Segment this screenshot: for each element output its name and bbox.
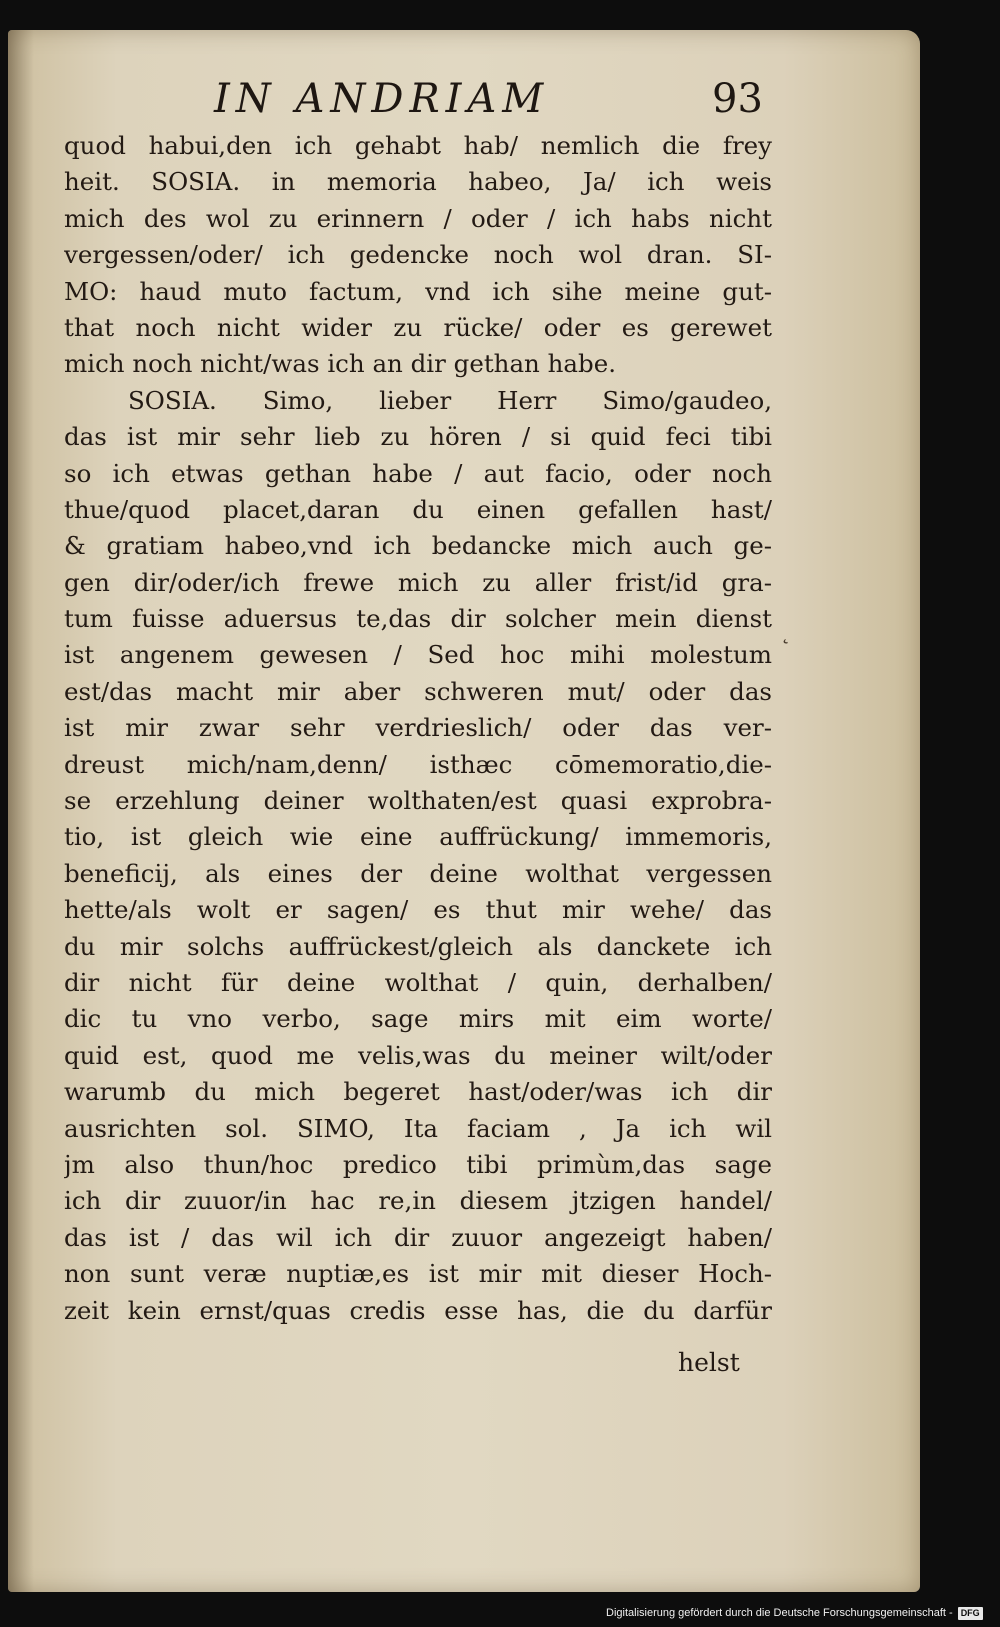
text-line: quod habui,den ich gehabt hab/ nemlich die frey — [64, 131, 772, 160]
text-line: so ich etwas gethan habe / aut facio, oder noch — [64, 458, 772, 488]
text-line: heit. SOSIA. in memoria habeo, Ja/ ich weis — [64, 167, 772, 197]
text-line: dreust mich/nam,denn/ isthæc cōmemoratio,die- — [64, 749, 772, 779]
digitization-footer — [606, 1605, 983, 1621]
text-line: MO: haud muto factum, vnd ich sihe meine gut- — [64, 276, 772, 306]
text-line: dir nicht für deine wolthat / quin, derhalben/ — [64, 967, 772, 997]
text-line: ausrichten sol. SIMO, Ita faciam , Ja ich wil — [64, 1113, 772, 1143]
body-text — [64, 128, 772, 1329]
text-line: se erzehlung deiner wolthaten/est quasi exprobra- — [64, 786, 772, 816]
text-line: est/das macht mir aber schweren mut/ oder das — [64, 676, 772, 706]
text-line: hette/als wolt er sagen/ es thut mir wehe/ das — [64, 895, 772, 925]
text-line: tum fuisse aduersus te,das dir solcher mein dienst — [64, 604, 772, 634]
text-line: thue/quod placet,daran du einen gefallen hast/ — [64, 494, 772, 524]
text-line: ist mir zwar sehr verdrieslich/ oder das ver- — [64, 713, 772, 743]
text-line: jm also thun/hoc predico tibi primùm,das sage — [64, 1149, 772, 1179]
dfg-logo: DFG — [958, 1607, 983, 1620]
text-line: mich des wol zu erinnern / oder / ich habs nicht — [64, 203, 772, 233]
text-line: vergessen/oder/ ich gedencke noch wol dran. SI- — [64, 240, 772, 270]
text-line: SOSIA. Simo, lieber Herr Simo/gaudeo, — [128, 385, 772, 415]
catchword: helst — [678, 1348, 740, 1377]
text-line: mich noch nicht/was ich an dir gethan habe. — [64, 349, 616, 379]
text-line: quid est, quod me velis,was du meiner wilt/oder — [64, 1040, 772, 1070]
running-title: IN ANDRIAM — [214, 76, 550, 122]
text-line: dic tu vno verbo, sage mirs mit eim worte/ — [64, 1004, 772, 1034]
text-line: gen dir/oder/ich frewe mich zu aller frist/id gra- — [64, 567, 772, 597]
page-header — [8, 76, 920, 136]
text-line: warumb du mich begeret hast/oder/was ich dir — [64, 1077, 772, 1107]
text-line: das ist / das wil ich dir zuuor angezeigt haben/ — [64, 1222, 772, 1252]
text-line: ist angenem gewesen / Sed hoc mihi molestum — [64, 640, 772, 670]
margin-mark: ˛ — [780, 620, 791, 645]
text-line: beneficij, als eines der deine wolthat vergessen — [64, 858, 772, 888]
text-line: non sunt veræ nuptiæ,es ist mir mit dieser Hoch- — [64, 1259, 772, 1289]
text-line: das ist mir sehr lieb zu hören / si quid feci tibi — [64, 422, 772, 452]
text-line: zeit kein ernst/quas credis esse has, die du darfür — [64, 1295, 772, 1325]
text-line: ich dir zuuor/in hac re,in diesem jtzigen handel/ — [64, 1186, 772, 1216]
page-number: 93 — [712, 76, 763, 122]
text-line: & gratiam habeo,vnd ich bedancke mich auch ge- — [64, 531, 772, 561]
book-page — [8, 30, 920, 1592]
text-line: that noch nicht wider zu rücke/ oder es gerewet — [64, 312, 772, 342]
text-line: du mir solchs auffrückest/gleich als danckete ich — [64, 931, 772, 961]
text-line: tio, ist gleich wie eine auffrückung/ immemoris, — [64, 822, 772, 852]
funding-credit: Digitalisierung gefördert durch die Deutsche Forschungsgemeinschaft - — [606, 1607, 953, 1619]
